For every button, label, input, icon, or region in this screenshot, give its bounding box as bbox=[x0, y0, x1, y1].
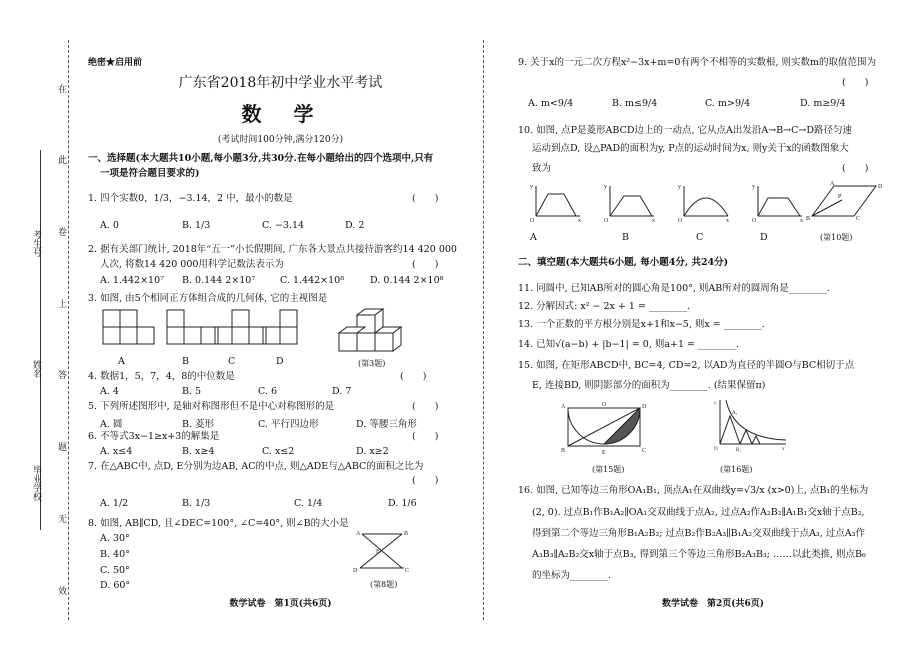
binding-line bbox=[40, 150, 41, 290]
svg-text:O: O bbox=[714, 447, 718, 452]
question-14: 14. 已知√(a−b) + |b−1| = 0, 则a+1 = ________. bbox=[518, 339, 740, 350]
page-divider bbox=[483, 40, 484, 620]
option-b: B. 40° bbox=[100, 549, 130, 560]
page-footer: 数学试卷 第2页(共6页) bbox=[661, 599, 765, 609]
option-d: D. x≥2 bbox=[356, 446, 389, 457]
svg-text:O: O bbox=[530, 218, 535, 224]
figure-caption: (第3题) bbox=[358, 359, 386, 368]
question-16-cont2: 得到第二个等边三角形B₁A₂B₂; 过点B₂作B₂A₃∥B₁A₂交双曲线于点A₃, 过点A₃作 bbox=[532, 528, 865, 539]
svg-text:E: E bbox=[602, 450, 606, 456]
answer-bracket: ( ) bbox=[400, 371, 427, 382]
figure-label-b: B bbox=[622, 232, 629, 243]
svg-text:x: x bbox=[800, 218, 803, 224]
figure-label-a: A bbox=[118, 356, 125, 367]
svg-text:x: x bbox=[726, 218, 729, 224]
question-10-cont2: 致为 bbox=[532, 163, 552, 174]
question-5: 5. 下列所述图形中, 是轴对称图形但不是中心对称图形的是 bbox=[88, 401, 335, 412]
seal-char: 无 bbox=[58, 512, 67, 525]
option-a: A. 30° bbox=[100, 533, 130, 544]
svg-text:A₁: A₁ bbox=[732, 411, 738, 416]
question-16: 16. 如图, 已知等边三角形OA₁B₁, 顶点A₁在双曲线y=√3/x (x>0)上, 点B₁的坐标为 bbox=[518, 485, 869, 496]
subject-title: 数 学 bbox=[241, 102, 320, 126]
svg-text:y: y bbox=[678, 184, 681, 190]
svg-text:x: x bbox=[578, 218, 581, 224]
option-b: B. 1/3 bbox=[182, 498, 211, 509]
svg-text:D: D bbox=[642, 404, 647, 410]
exam-title: 广东省2018年初中学业水平考试 bbox=[178, 75, 383, 91]
question-1: 1. 四个实数0，1/3，−3.14，2 中，最小的数是 bbox=[88, 193, 293, 204]
question-16-cont: (2, 0). 过点B₁作B₁A₂∥OA₁交双曲线于点A₂, 过点A₂作A₂B₂∥A₁B₁交x轴于点B₂, bbox=[532, 507, 865, 518]
option-b: B. 0.144 2×10⁷ bbox=[182, 275, 256, 286]
question-16-cont3: A₃B₃∥A₂B₂交x轴于点B₃, 得到第三个等边三角形B₂A₃B₃; ……以此类推, 则点B₆ bbox=[532, 549, 866, 560]
solid-figure bbox=[339, 309, 401, 351]
answer-bracket: ( ) bbox=[412, 475, 439, 486]
option-c: C. 50° bbox=[100, 565, 130, 576]
figure-label-c: C bbox=[696, 232, 704, 243]
option-d: D. 0.144 2×10⁸ bbox=[370, 275, 444, 286]
svg-text:O: O bbox=[602, 402, 607, 408]
question-7: 7. 在△ABC中, 点D, E分别为边AB, AC的中点, 则△ADE与△ABC的面积之比为 bbox=[88, 461, 424, 472]
question-10: 10. 如图, 点P是菱形ABCD边上的一动点, 它从点A出发沿A→B→C→D路径匀速 bbox=[518, 125, 852, 136]
svg-text:C: C bbox=[405, 568, 410, 574]
option-a: A. 圆 bbox=[100, 419, 123, 430]
option-d: D. 7 bbox=[332, 386, 352, 397]
figure-q16 bbox=[710, 396, 790, 460]
question-6: 6. 不等式3x−1≥x+3的解集是 bbox=[88, 431, 220, 442]
svg-text:P: P bbox=[838, 194, 842, 200]
seal-line bbox=[68, 40, 69, 620]
question-16-cont4: 的坐标为________. bbox=[532, 570, 612, 581]
option-d: D. 60° bbox=[100, 580, 131, 591]
svg-text:O: O bbox=[678, 218, 683, 224]
figure-q8 bbox=[352, 528, 414, 576]
option-c: C. −3.14 bbox=[262, 220, 305, 231]
front-view-a bbox=[103, 310, 154, 344]
option-b: B. m≤9/4 bbox=[612, 98, 658, 109]
question-2: 2. 据有关部门统计, 2018年“五一”小长假期间, 广东各大景点共接待游客约14 420 000 bbox=[88, 244, 457, 255]
seal-char: 此 bbox=[58, 153, 67, 166]
seal-char: 在 bbox=[58, 82, 67, 95]
figure-q15 bbox=[560, 400, 660, 460]
svg-text:E: E bbox=[376, 549, 380, 555]
svg-text:O: O bbox=[752, 218, 757, 224]
option-b: B. 5 bbox=[182, 386, 202, 397]
figure-label-d: D bbox=[276, 356, 284, 367]
svg-text:y: y bbox=[530, 184, 533, 190]
binding-line bbox=[40, 290, 41, 400]
option-c: C. 1/4 bbox=[294, 498, 323, 509]
front-view-b bbox=[167, 310, 218, 344]
seal-char: 答 bbox=[58, 368, 67, 381]
svg-text:A: A bbox=[830, 181, 835, 187]
svg-text:x: x bbox=[652, 218, 655, 224]
svg-text:B: B bbox=[404, 531, 409, 537]
svg-text:y: y bbox=[604, 184, 607, 190]
option-c: C. 6 bbox=[258, 386, 278, 397]
figure-caption: (第15题) bbox=[592, 465, 625, 474]
svg-text:D: D bbox=[878, 184, 882, 190]
svg-text:C: C bbox=[856, 216, 861, 222]
option-a: A. 1/2 bbox=[100, 498, 129, 509]
svg-text:A: A bbox=[356, 531, 361, 537]
svg-text:B₁: B₁ bbox=[736, 448, 742, 453]
section1-title: 一、选择题(本大题共10小题,每小题3分,共30分.在每小题给出的四个选项中,只有 bbox=[88, 153, 434, 164]
time-note: (考试时间100分钟,满分120分) bbox=[217, 135, 344, 145]
option-a: A. 0 bbox=[100, 220, 119, 231]
figure-caption: (第10题) bbox=[820, 233, 853, 242]
option-b: B. 菱形 bbox=[182, 419, 215, 430]
option-a: A. x≤4 bbox=[100, 446, 133, 457]
seal-char: 上 bbox=[58, 297, 67, 310]
binding-margin bbox=[0, 0, 80, 650]
field-name: 姓名 bbox=[31, 360, 41, 378]
option-a: A. 1.442×10⁷ bbox=[100, 275, 164, 286]
page-footer: 数学试卷 第1页(共6页) bbox=[229, 599, 332, 609]
option-c: C. 平行四边形 bbox=[258, 419, 319, 430]
question-8: 8. 如图, AB∥CD, 且∠DEC=100°, ∠C=40°, 则∠B的大小是 bbox=[88, 518, 349, 529]
option-c: C. x≤2 bbox=[262, 446, 295, 457]
option-a: A. 4 bbox=[100, 386, 119, 397]
secret-label: 绝密★启用前 bbox=[88, 58, 143, 68]
figure-caption: (第16题) bbox=[720, 465, 753, 474]
figure-caption: (第8题) bbox=[370, 580, 398, 589]
svg-text:D: D bbox=[353, 568, 358, 574]
svg-text:B: B bbox=[806, 216, 811, 222]
figure-label-d: D bbox=[760, 232, 768, 243]
svg-text:x: x bbox=[782, 447, 785, 452]
option-a: A. m<9/4 bbox=[528, 98, 574, 109]
option-d: D. 2 bbox=[345, 220, 365, 231]
seal-char: 卷 bbox=[58, 225, 67, 238]
answer-bracket: ( ) bbox=[412, 431, 439, 442]
figure-label-a: A bbox=[530, 232, 537, 243]
answer-bracket: ( ) bbox=[412, 193, 439, 204]
svg-text:C: C bbox=[642, 448, 647, 454]
section1-title-cont: 一项是符合题目要求的) bbox=[100, 168, 200, 179]
question-2-cont: 人次, 将数14 420 000用科学记数法表示为 bbox=[100, 259, 284, 270]
answer-bracket: ( ) bbox=[412, 259, 439, 270]
front-view-d bbox=[263, 310, 297, 344]
option-d: D. m≥9/4 bbox=[800, 98, 846, 109]
svg-text:B: B bbox=[561, 448, 566, 454]
answer-bracket: ( ) bbox=[842, 77, 869, 88]
svg-text:y: y bbox=[714, 401, 717, 406]
seal-char: 题 bbox=[58, 440, 67, 453]
field-school: 毕业学校 bbox=[31, 465, 41, 501]
svg-text:O: O bbox=[604, 218, 609, 224]
svg-text:y: y bbox=[752, 184, 755, 190]
question-13: 13. 一个正数的平方根分别是x+1和x−5, 则x = ________. bbox=[518, 319, 765, 330]
svg-text:A: A bbox=[561, 404, 566, 410]
figure-label-c: C bbox=[228, 356, 236, 367]
option-b: B. x≥4 bbox=[182, 446, 215, 457]
section2-title: 二、填空题(本大题共6小题, 每小题4分, 共24分) bbox=[518, 257, 729, 268]
option-d: D. 等腰三角形 bbox=[356, 419, 417, 430]
figure-label-b: B bbox=[182, 356, 189, 367]
question-10-cont: 运动到点D, 设△PAD的面积为y, P点的运动时间为x, 则y关于x的函数图象大 bbox=[532, 143, 849, 154]
option-c: C. m>9/4 bbox=[705, 98, 751, 109]
question-3: 3. 如图, 由5个相同正方体组合成的几何体, 它的主视图是 bbox=[88, 293, 328, 304]
option-b: B. 1/3 bbox=[182, 220, 211, 231]
option-d: D. 1/6 bbox=[388, 498, 417, 509]
question-12: 12. 分解因式: x² − 2x + 1 = ________. bbox=[518, 301, 690, 312]
question-9: 9. 关于x的一元二次方程x²−3x+m=0有两个不相等的实数根, 则实数m的取值范围为 bbox=[518, 57, 876, 68]
question-15-cont: E, 连接BD, 则阴影部分的面积为________. (结果保留π) bbox=[532, 380, 766, 391]
answer-bracket: ( ) bbox=[842, 163, 869, 174]
seal-char: 效 bbox=[58, 584, 67, 597]
option-c: C. 1.442×10⁸ bbox=[280, 275, 345, 286]
figure-q10 bbox=[522, 180, 882, 228]
question-11: 11. 同圆中, 已知AB所对的圆心角是100°, 则AB所对的圆周角是________. bbox=[518, 283, 830, 294]
question-15: 15. 如图, 在矩形ABCD中, BC=4, CD=2, 以AD为直径的半圆O与BC相切于点 bbox=[518, 360, 855, 371]
answer-bracket: ( ) bbox=[412, 401, 439, 412]
question-4: 4. 数据1，5，7，4，8的中位数是 bbox=[88, 371, 235, 382]
field-exam-number: 考生号 bbox=[31, 230, 41, 257]
front-view-c bbox=[215, 310, 266, 344]
